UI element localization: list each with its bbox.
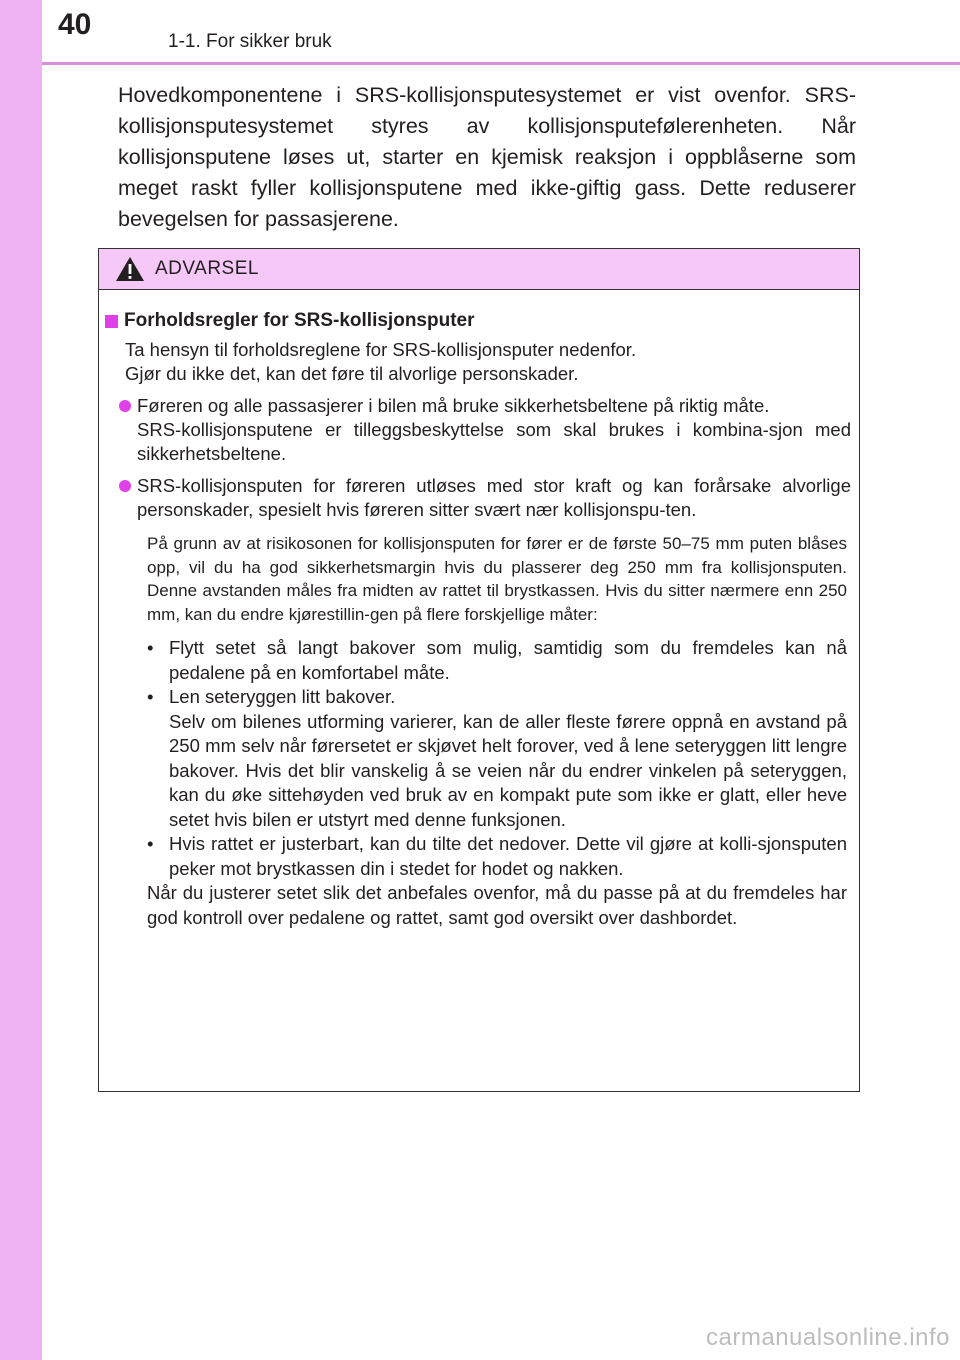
side-tab bbox=[0, 0, 42, 1360]
warning-body bbox=[99, 290, 859, 930]
list-item: • Hvis rattet er justerbart, kan du tilte det nedover. Dette vil gjøre at kolli-sjonsputen peker mot brystkassen din i stedet for hodet og nakken. bbox=[147, 833, 847, 879]
note-paragraph: På grunn av at risikosonen for kollisjonsputen for fører er de første 50–75 mm puten blåses opp, vil du ha god sikkerhetsmargin hvis du plasserer deg 250 mm fra kollisjonsputen. Denne avstanden måles fra midten av rattet til brystkassen. Hvis du sitter nærmere enn 250 mm, kan du endre kjørestillin-gen på flere forskjellige måter: bbox=[147, 534, 847, 624]
square-bullet-icon bbox=[105, 315, 118, 328]
header-rule bbox=[42, 62, 960, 65]
adjustment-list bbox=[147, 636, 847, 881]
circle-bullet-icon bbox=[119, 480, 131, 492]
section-title: 1-1. For sikker bruk bbox=[168, 31, 332, 52]
circle-bullet-icon bbox=[119, 400, 131, 412]
bullet-text: SRS-kollisjonsputene er tilleggsbeskyttelse som skal brukes i kombina-sjon med sikkerhetsbeltene. bbox=[137, 419, 851, 464]
lead-text-2: Gjør du ikke det, kan det føre til alvorlige personskader. bbox=[125, 363, 579, 384]
lead-text-1: Ta hensyn til forholdsreglene for SRS-kollisjonsputer nedenfor. bbox=[125, 339, 637, 360]
bullet-item bbox=[119, 394, 851, 466]
page-number: 40 bbox=[58, 8, 92, 41]
list-item-detail: Selv om bilenes utforming varierer, kan de aller fleste førere oppnå en avstand på 250 mm selv når førersetet er skjøvet helt forover, ved å lene seteryggen litt lengre bakover. Hvis det blir vanskelig å se veien når du endrer vinkelen på seteryggen, kan du øke sittehøyden ved bruk av en kompakt pute som ikke er glatt, eller heve setet hvis bilen er utstyrt med denne funksjonen. bbox=[169, 710, 847, 830]
bullet-text: Føreren og alle passasjerer i bilen må bruke sikkerhetsbeltene på riktig måte. bbox=[137, 395, 770, 416]
warning-header bbox=[99, 249, 859, 290]
closing-paragraph: Når du justerer setet slik det anbefales ovenfor, må du passe på at du fremdeles har god kontroll over pedalene og rattet, samt god oversikt over dashbordet. bbox=[147, 882, 847, 928]
bullet-item bbox=[119, 474, 851, 522]
intro-paragraph bbox=[118, 80, 856, 235]
warning-box bbox=[98, 248, 860, 1092]
warning-triangle-icon bbox=[115, 256, 145, 282]
watermark: carmanualsonline.info bbox=[706, 1324, 950, 1351]
warning-heading bbox=[105, 308, 851, 334]
list-item: • Flytt setet så langt bakover som mulig, samtidig som du fremdeles kan nå pedalene på en komfortabel måte. bbox=[147, 637, 847, 683]
intro-text: Hovedkomponentene i SRS-kollisjonsputesystemet er vist ovenfor. SRS-kollisjonsputesystemet styres av kollisjonsputefølerenheten. Når kollisjonsputene løses ut, starter en kjemisk reaksjon i oppblåserne som meget raskt fyller kollisjonsputene med ikke-giftig gass. Dette reduserer bevegelsen for passasjerene. bbox=[118, 83, 856, 231]
list-item: • Len seteryggen litt bakover. Selv om bilenes utforming varierer, kan de aller fleste førere oppnå en avstand på 250 mm selv når førersetet er skjøvet helt forover, ved å lene seteryggen litt lengre bakover. Hvis det blir vanskelig å se veien når du endrer vinkelen på seteryggen, kan du øke sittehøyden ved bruk av en kompakt pute som ikke er glatt, eller heve setet hvis bilen er utstyrt med denne funksjonen. bbox=[147, 685, 847, 832]
warning-title: ADVARSEL bbox=[155, 258, 259, 279]
warning-heading-text: Forholdsregler for SRS-kollisjonsputer bbox=[124, 310, 475, 331]
bullet-text: SRS-kollisjonsputen for føreren utløses med stor kraft og kan forårsake alvorlige personskader, spesielt hvis føreren sitter svært nær kollisjonspu-ten. bbox=[137, 475, 851, 520]
